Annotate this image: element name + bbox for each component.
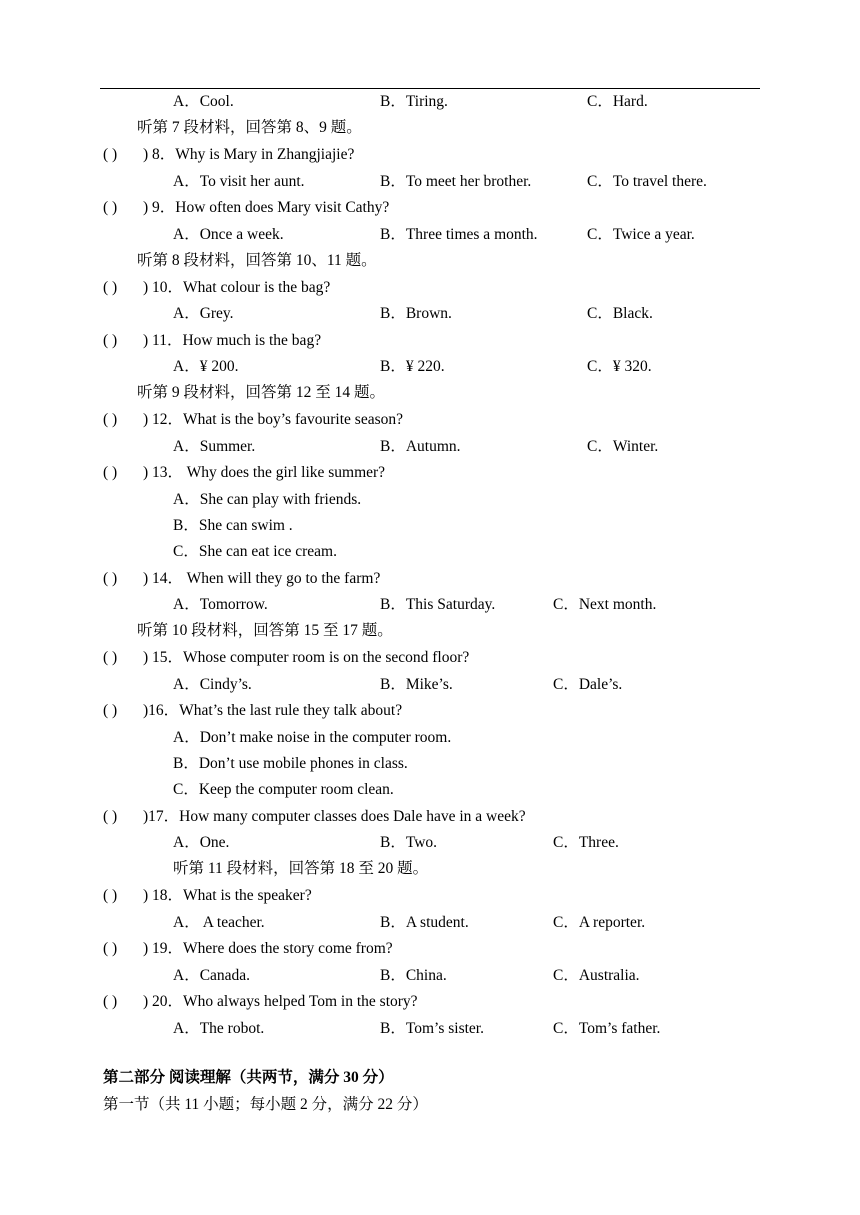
answer-paren[interactable]: ( ) [103,464,118,481]
answer-paren[interactable]: ( ) [103,808,118,825]
option-c: C．Three. [553,834,619,851]
answer-paren[interactable]: ( ) [103,570,118,587]
question-stem: ) 20．Who always helped Tom in the story? [143,993,418,1010]
option-c: C．Winter. [587,438,659,455]
section-instruction: 听第 10 段材料，回答第 15 至 17 题。 [137,622,393,639]
option-b: B．She can swim . [173,517,293,534]
question-stem: ) 12．What is the boy’s favourite season? [143,411,403,428]
option-a: A．Cindy’s. [173,676,252,693]
option-c: C．¥ 320. [587,358,652,375]
option-c: C．She can eat ice cream. [173,543,337,560]
option-b: B．A student. [380,914,469,931]
option-a: A．Don’t make noise in the computer room. [173,729,452,746]
option-a: A．She can play with friends. [173,491,362,508]
answer-paren[interactable]: ( ) [103,411,118,428]
answer-paren[interactable]: ( ) [103,146,118,163]
option-b: B．To meet her brother. [380,173,532,190]
question-stem: )17．How many computer classes does Dale have in a week? [143,808,526,825]
part-two-title: 第二部分 阅读理解（共两节，满分 30 分） [103,1069,394,1086]
option-b: B．China. [380,967,447,984]
option-a: A．Canada. [173,967,251,984]
section-instruction: 听第 9 段材料，回答第 12 至 14 题。 [137,384,386,401]
option-b: B．Brown. [380,305,452,322]
option-a: A．One. [173,834,230,851]
answer-paren[interactable]: ( ) [103,332,118,349]
answer-paren[interactable]: ( ) [103,993,118,1010]
section-instruction: 听第 11 段材料，回答第 18 至 20 题。 [173,860,429,877]
option-c: C．To travel there. [587,173,707,190]
option-b: B．Mike’s. [380,676,453,693]
option-b: B．¥ 220. [380,358,445,375]
answer-paren[interactable]: ( ) [103,702,118,719]
question-stem: ) 18．What is the speaker? [143,887,312,904]
option-b: B．Autumn. [380,438,461,455]
option-c: C．Next month. [553,596,657,613]
question-stem: ) 9．How often does Mary visit Cathy? [143,199,390,216]
option-c: C．Twice a year. [587,226,695,243]
option-a: A． A teacher. [173,914,265,931]
option-a: A．Summer. [173,438,256,455]
option-b: B．This Saturday. [380,596,496,613]
question-stem: ) 14． When will they go to the farm? [143,570,381,587]
option-c: C．Hard. [587,93,648,110]
answer-paren[interactable]: ( ) [103,940,118,957]
option-b: B．Three times a month. [380,226,538,243]
option-c: C．Dale’s. [553,676,623,693]
option-a: A．Tomorrow. [173,596,268,613]
option-a: A．¥ 200. [173,358,239,375]
option-a: A．Cool. [173,93,234,110]
question-stem: ) 10．What colour is the bag? [143,279,331,296]
option-c: C．Black. [587,305,653,322]
answer-paren[interactable]: ( ) [103,887,118,904]
question-stem: ) 13． Why does the girl like summer? [143,464,386,481]
question-stem: )16．What’s the last rule they talk about? [143,702,403,719]
option-b: B．Tom’s sister. [380,1020,484,1037]
option-c: C．Tom’s father. [553,1020,661,1037]
question-stem: ) 11．How much is the bag? [143,332,322,349]
header-rule [100,88,760,89]
option-c: C．Keep the computer room clean. [173,781,394,798]
section-instruction: 听第 8 段材料，回答第 10、11 题。 [137,252,377,269]
part-two-subtitle: 第一节（共 11 小题；每小题 2 分，满分 22 分） [103,1096,428,1113]
question-stem: ) 8．Why is Mary in Zhangjiajie? [143,146,355,163]
answer-paren[interactable]: ( ) [103,279,118,296]
option-b: B．Two. [380,834,438,851]
answer-paren[interactable]: ( ) [103,199,118,216]
option-c: C．Australia. [553,967,640,984]
answer-paren[interactable]: ( ) [103,649,118,666]
option-b: B．Tiring. [380,93,448,110]
question-stem: ) 15．Whose computer room is on the second floor? [143,649,470,666]
option-a: A．To visit her aunt. [173,173,305,190]
option-a: A．Grey. [173,305,234,322]
option-a: A．Once a week. [173,226,284,243]
section-instruction: 听第 7 段材料，回答第 8、9 题。 [137,119,362,136]
question-stem: ) 19．Where does the story come from? [143,940,393,957]
option-a: A．The robot. [173,1020,265,1037]
option-c: C．A reporter. [553,914,646,931]
option-b: B．Don’t use mobile phones in class. [173,755,408,772]
